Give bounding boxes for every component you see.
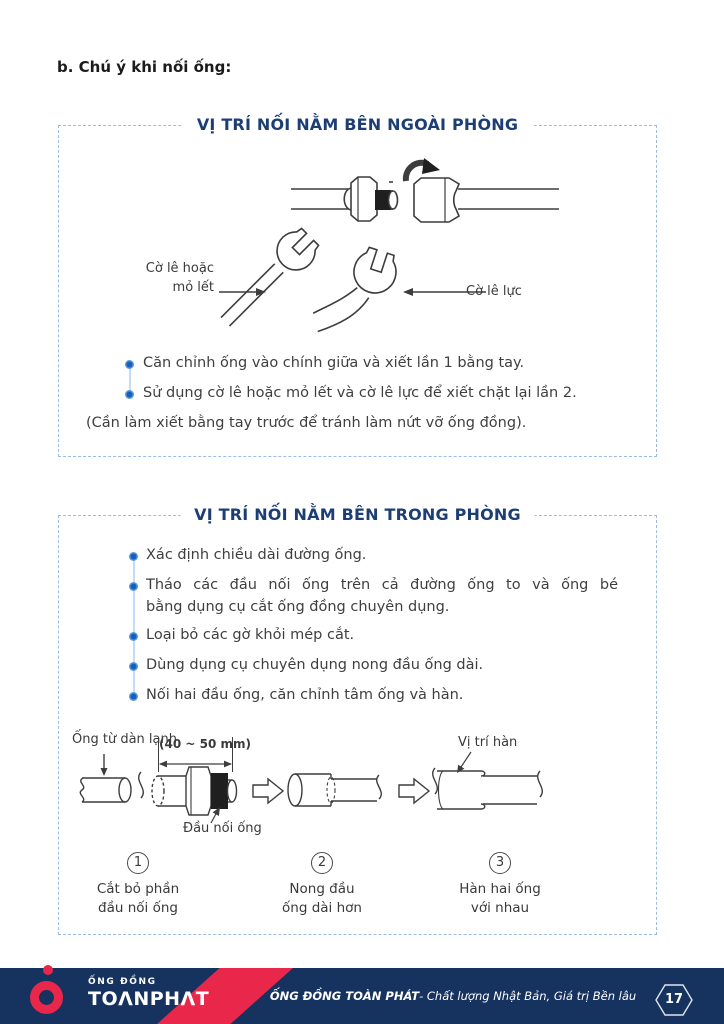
bullet-item: Xác định chiều dài đường ống. (146, 547, 367, 563)
bullet-item-continued: bằng dụng cụ cắt ống đồng chuyên dụng. (146, 599, 450, 615)
bullet-icon (129, 692, 138, 701)
footer-slogan: ỐNG ĐỒNG TOÀN PHÁT - Chất lượng Nhật Bản, Giá trị Bền lâu (269, 989, 637, 1003)
bullet-item: Loại bỏ các gờ khỏi mép cắt. (146, 627, 355, 643)
bullet-item: Tháo các đầu nối ống trên cả đường ống to và ống bé (146, 577, 618, 593)
bullet-icon (129, 552, 138, 561)
toanphat-logo-dot-icon (43, 965, 53, 975)
note-text: (Cần làm xiết bằng tay trước để tránh làm nứt vỡ ống đồng). (86, 415, 527, 431)
step-caption-2: Nong đầu ống dài hơn (282, 881, 362, 916)
pipe-from-indoor-label: Ống từ dàn lạnh (72, 732, 177, 747)
wrench-right-label: Cờ lê lực (466, 284, 522, 299)
wrench-left-label: Cờ lê hoặc mỏ lết (145, 261, 214, 295)
rotation-arrowhead (422, 158, 440, 174)
bullet-icon (125, 360, 134, 369)
open-end-wrench-icon (212, 223, 324, 335)
step-number-3: 3 (489, 852, 511, 874)
panel-title-outdoor: VỊ TRÍ NỐI NẰM BÊN NGOÀI PHÒNG (183, 115, 532, 134)
step-caption-1: Cắt bỏ phần đầu nối ống (96, 881, 180, 916)
bullet-item: Dùng dụng cụ chuyên dụng nong đầu ống dài. (146, 657, 484, 673)
bullet-icon (125, 390, 134, 399)
panel-title-indoor: VỊ TRÍ NỐI NẰM BÊN TRONG PHÒNG (180, 505, 535, 524)
pipe-joining-illustration (59, 726, 656, 866)
page-number: 17 (664, 992, 684, 1007)
step-caption-3: Hàn hai ống với nhau (459, 881, 541, 916)
thread-section (211, 773, 228, 809)
toanphat-logo-icon (30, 981, 63, 1014)
footer-bar (0, 968, 724, 1024)
bullet-icon (129, 582, 138, 591)
step-number-1: 1 (127, 852, 149, 874)
footer-logo-text (88, 977, 209, 1010)
bullet-icon (129, 632, 138, 641)
bullet-item: Sử dụng cờ lê hoặc mỏ lết và cờ lê lực để xiết chặt lại lần 2. (143, 385, 577, 401)
label-arrowhead (403, 288, 413, 296)
torque-wrench-icon (308, 237, 401, 349)
page-number-badge (655, 984, 693, 1016)
dimension-label: (40 ~ 50 mm) (158, 737, 233, 772)
bullet-item: Căn chỉnh ống vào chính giữa và xiết lần 1 bằng tay. (143, 355, 525, 371)
connector-label: Đầu nối ống (183, 821, 262, 836)
bullet-icon (129, 662, 138, 671)
logo-brand-name: TOΛNPHΛT (88, 988, 210, 1010)
indoor-connection-panel (58, 505, 657, 935)
flow-arrow-icon (399, 779, 429, 803)
bullet-connector-line (133, 556, 135, 696)
bullet-item: Nối hai đầu ống, căn chỉnh tâm ống và hàn. (146, 687, 464, 703)
logo-top-line: ỐNG ĐỒNG (88, 977, 157, 987)
step-number-2: 2 (311, 852, 333, 874)
section-heading: b. Chú ý khi nối ống: (57, 58, 232, 76)
flow-arrow-icon (253, 779, 283, 803)
outdoor-connection-panel (58, 115, 657, 457)
weld-position-label: Vị trí hàn (458, 735, 518, 750)
flare-connection-illustration (59, 126, 656, 356)
